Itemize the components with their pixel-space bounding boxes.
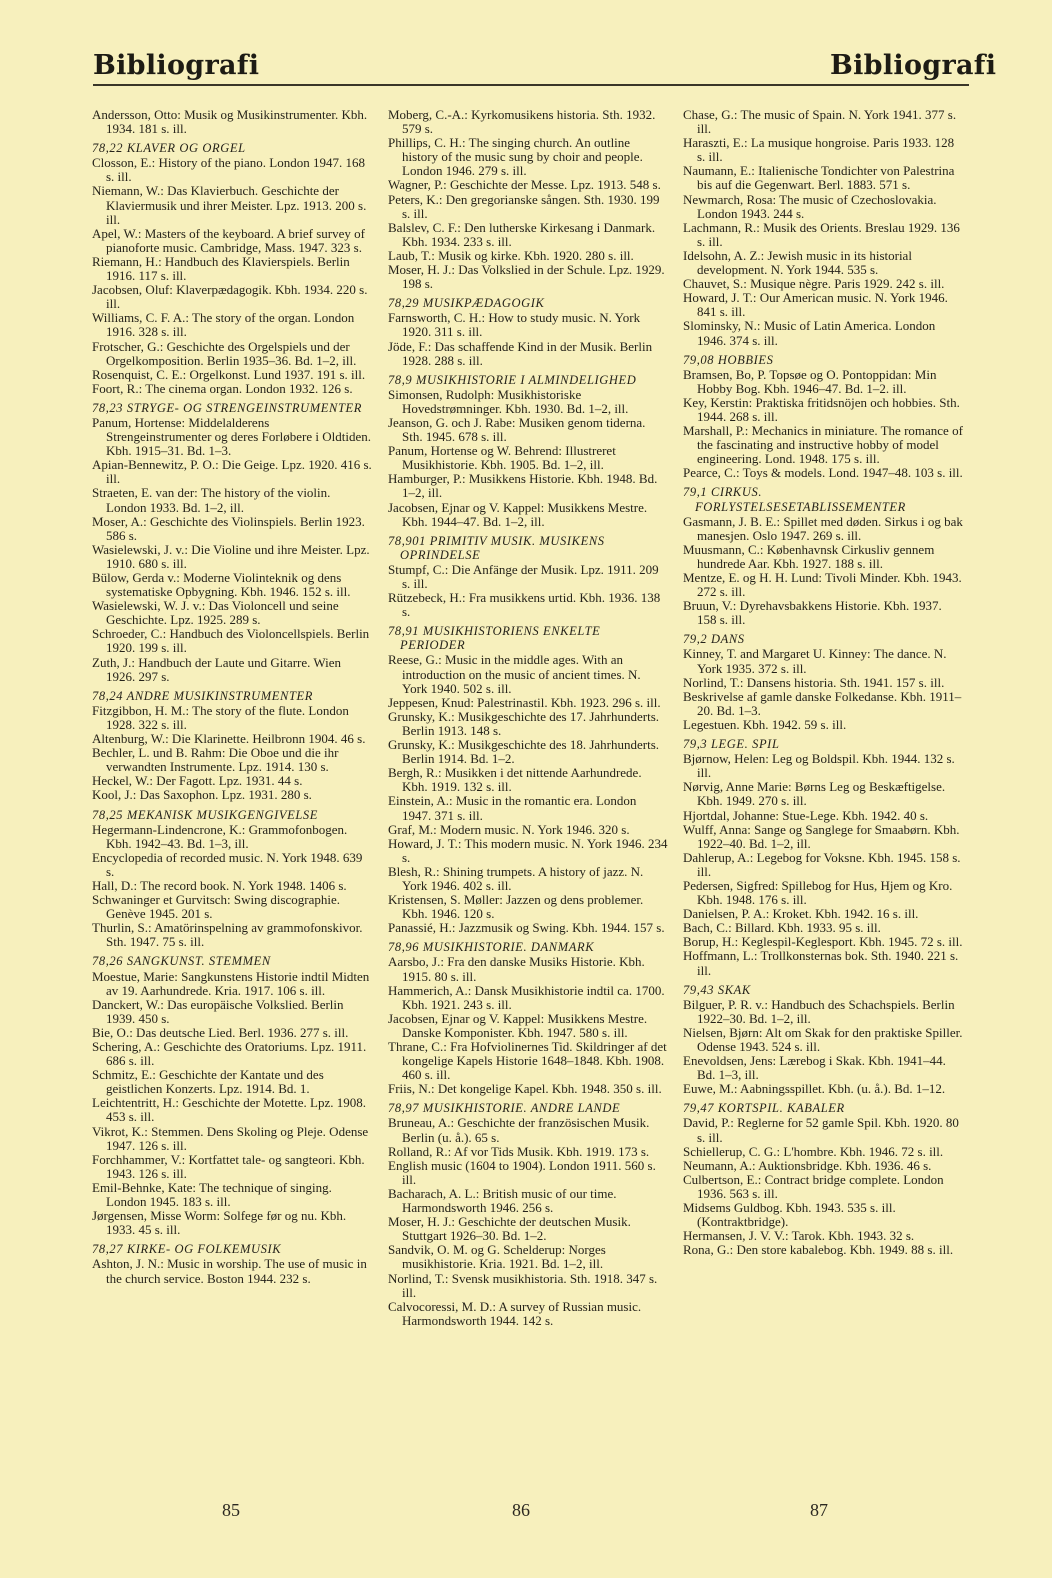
bibliography-entry: Jöde, F.: Das schaffende Kind in der Musik. Berlin 1928. 288 s. ill. (388, 338, 653, 368)
bibliography-entry: Niemann, W.: Das Klavierbuch. Geschichte der Klaviermusik und ihrer Meister. Lpz. 1913. 200 s. ill. (92, 183, 367, 227)
bibliography-entry: Kinney, T. and Margaret U. Kinney: The dance. N. York 1935. 372 s. ill. (683, 646, 947, 676)
bibliography-entry: Bie, O.: Das deutsche Lied. Berl. 1936. 277 s. ill. (92, 1024, 349, 1040)
bibliography-entry: Bülow, Gerda v.: Moderne Violinteknik og dens systematiske Opbygning. Kbh. 1946. 152 s. ill. (92, 570, 351, 600)
bibliography-entry: Enevoldsen, Jens: Lærebog i Skak. Kbh. 1941–44. Bd. 1–3, ill. (683, 1053, 946, 1083)
bibliography-entry: Schmitz, E.: Geschichte der Kantate und des geistlichen Konzerts. Lpz. 1914. Bd. 1. (92, 1067, 324, 1097)
bibliography-entry: Bjørnow, Helen: Leg og Boldspil. Kbh. 1944. 132 s. ill. (683, 751, 955, 781)
section-heading: 78,91 MUSIKHISTORIENS ENKELTE PERIODER (388, 624, 601, 653)
bibliography-entry: Naumann, E.: Italienische Tondichter von Palestrina bis auf die Gegenwart. Berl. 1883. 571 s. (683, 163, 955, 193)
bibliography-entry: Thrane, C.: Fra Hofviolinernes Tid. Skildringer af det kongelige Kapels Historie 1648–1848. Kbh. 1908. 460 s. ill. (388, 1039, 667, 1083)
bibliography-entry: Bramsen, Bo, P. Topsøe og O. Pontoppidan: Min Hobby Bog. Kbh. 1946–47. Bd. 1–2. ill. (683, 366, 937, 396)
bibliography-entry: Wagner, P.: Geschichte der Messe. Lpz. 1913. 548 s. (388, 177, 661, 193)
bibliography-entry: Moser, A.: Geschichte des Violinspiels. Berlin 1923. 586 s. (92, 513, 365, 543)
bibliography-entry: Stumpf, C.: Die Anfänge der Musik. Lpz. 1911. 209 s. ill. (388, 561, 659, 591)
bibliography-entry: Jacobsen, Ejnar og V. Kappel: Musikkens Mestre. Kbh. 1944–47. Bd. 1–2, ill. (388, 499, 648, 529)
bibliography-entry: Simonsen, Rudolph: Musikhistoriske Hovedstrømninger. Kbh. 1930. Bd. 1–2, ill. (388, 386, 629, 416)
bibliography-entry: Calvocoressi, M. D.: A survey of Russian music. Harmondsworth 1944. 142 s. (388, 1298, 642, 1328)
bibliography-entry: Schering, A.: Geschichte des Oratoriums. Lpz. 1911. 686 s. ill. (92, 1039, 367, 1069)
bibliography-entry: Zuth, J.: Handbuch der Laute und Gitarre. Wien 1926. 297 s. (92, 654, 342, 684)
bibliography-entry: Danckert, W.: Das europäische Volkslied. Berlin 1939. 450 s. (92, 996, 344, 1026)
bibliography-entry: Beskrivelse af gamle danske Folkedanse. Kbh. 1911–20. Bd. 1–3. (683, 688, 962, 718)
section-heading: 79,2 DANS (683, 632, 745, 647)
bibliography-entry: Andersson, Otto: Musik og Musikinstrumenter. Kbh. 1934. 181 s. ill. (92, 107, 368, 137)
bibliography-entry: Slominsky, N.: Music of Latin America. London 1946. 374 s. ill. (683, 318, 936, 348)
section-heading: 79,08 HOBBIES (683, 352, 774, 367)
page-header-left: Bibliografi (93, 50, 260, 81)
bibliography-entry: Neumann, A.: Auktionsbridge. Kbh. 1936. 46 s. (683, 1157, 932, 1173)
bibliography-entry: Farnsworth, C. H.: How to study music. N. York 1920. 311 s. ill. (388, 310, 641, 340)
bibliography-entry: Graf, M.: Modern music. N. York 1946. 320 s. (388, 821, 630, 837)
bibliography-entry: Closson, E.: History of the piano. London 1947. 168 s. ill. (92, 155, 365, 185)
bibliography-entry: Aarsbo, J.: Fra den danske Musiks Historie. Kbh. 1915. 80 s. ill. (388, 954, 645, 984)
bibliography-entry: Bruneau, A.: Geschichte der französischen Musik. Berlin (u. å.). 65 s. (388, 1115, 650, 1145)
bibliography-entry: Vikrot, K.: Stemmen. Dens Skoling og Pleje. Odense 1947. 126 s. ill. (92, 1123, 369, 1153)
bibliography-entry: Nørvig, Anne Marie: Børns Leg og Beskæftigelse. Kbh. 1949. 270 s. ill. (683, 779, 946, 809)
bibliography-entry: Rolland, R.: Af vor Tids Musik. Kbh. 1919. 173 s. (388, 1143, 650, 1159)
bibliography-entry: Idelsohn, A. Z.: Jewish music in its historial development. N. York 1944. 535 s. (683, 247, 912, 278)
bibliography-entry: Bilguer, P. R. v.: Handbuch des Schachspiels. Berlin 1922–30. Bd. 1–2, ill. (683, 996, 955, 1026)
bibliography-entry: Phillips, C. H.: The singing church. An outline history of the music sung by choir and people. London 1946. 279 s. ill. (388, 135, 643, 179)
bibliography-entry: Heckel, W.: Der Fagott. Lpz. 1931. 44 s. (92, 773, 303, 789)
bibliography-entry: Ashton, J. N.: Music in worship. The use of music in the church service. Boston 1944. 232 s. (92, 1256, 367, 1286)
bibliography-entry: Balslev, C. F.: Den lutherske Kirkesang i Danmark. Kbh. 1934. 233 s. ill. (388, 219, 656, 249)
section-heading: 79,3 LEGE. SPIL (683, 737, 780, 752)
bibliography-entry: Haraszti, E.: La musique hongroise. Paris 1933. 128 s. ill. (683, 135, 955, 165)
bibliography-entry: Peters, K.: Den gregorianske sången. Sth. 1930. 199 s. ill. (388, 191, 660, 221)
section-heading: 78,26 SANGKUNST. STEMMEN (92, 954, 271, 969)
page-header-right: Bibliografi (830, 50, 997, 81)
section-heading: 79,47 KORTSPIL. KABALER (683, 1101, 845, 1116)
bibliography-entry: Jeppesen, Knud: Palestrinastil. Kbh. 1923. 296 s. ill. (388, 694, 661, 710)
bibliography-entry: Chauvet, S.: Musique nègre. Paris 1929. 242 s. ill. (683, 276, 945, 292)
bibliography-entry: Hegermann-Lindencrone, K.: Grammofonbogen. Kbh. 1942–43. Bd. 1–3, ill. (92, 821, 348, 851)
bibliography-column-3 (683, 108, 963, 1257)
bibliography-entry: Lachmann, R.: Musik des Orients. Breslau 1929. 136 s. ill. (683, 219, 960, 249)
bibliography-entry: Norlind, T.: Dansens historia. Sth. 1941. 157 s. ill. (683, 674, 945, 690)
bibliography-entry: Legestuen. Kbh. 1942. 59 s. ill. (683, 716, 847, 732)
bibliography-entry: Hall, D.: The record book. N. York 1948. 1406 s. (92, 877, 347, 893)
bibliography-entry: Grunsky, K.: Musikgeschichte des 17. Jahrhunderts. Berlin 1913. 148 s. (388, 708, 660, 738)
page-number-right: 87 (810, 1500, 828, 1520)
bibliography-entry: Moser, H. J.: Geschichte der deutschen Musik. Stuttgart 1926–30. Bd. 1–2. (388, 1214, 631, 1244)
bibliography-entry: Thurlin, S.: Amatörinspelning av grammofonskivor. Sth. 1947. 75 s. ill. (92, 920, 363, 950)
section-heading: 78,96 MUSIKHISTORIE. DANMARK (388, 940, 595, 955)
bibliography-entry: Encyclopedia of recorded music. N. York 1948. 639 s. (92, 849, 363, 879)
bibliography-entry: Hoffmann, L.: Trollkonsternas bok. Sth. 1940. 221 s. ill. (683, 948, 959, 978)
bibliography-entry: Wulff, Anna: Sange og Sanglege for Smaabørn. Kbh. 1922–40. Bd. 1–2, ill. (683, 821, 960, 851)
bibliography-entry: Norlind, T.: Svensk musikhistoria. Sth. 1918. 347 s. ill. (388, 1270, 658, 1300)
section-heading: 78,25 MEKANISK MUSIKGENGIVELSE (92, 807, 318, 822)
bibliography-entry: Culbertson, E.: Contract bridge complete. London 1936. 563 s. ill. (683, 1171, 944, 1201)
bibliography-entry: Hjortdal, Johanne: Stue-Lege. Kbh. 1942. 40 s. (683, 807, 929, 823)
bibliography-column-2 (388, 108, 668, 1328)
section-heading: 78,24 ANDRE MUSIKINSTRUMENTER (92, 688, 313, 703)
section-heading: 79,43 SKAK (683, 982, 751, 997)
section-heading: 78,27 KIRKE- OG FOLKEMUSIK (92, 1242, 282, 1257)
bibliography-entry: Key, Kerstin: Praktiska fritidsnöjen och hobbies. Sth. 1944. 268 s. ill. (683, 394, 960, 424)
bibliography-entry: Gasmann, J. B. E.: Spillet med døden. Sirkus i og bak manesjen. Oslo 1947. 269 s. ill. (683, 513, 963, 543)
bibliography-entry: Emil-Behnke, Kate: The technique of singing. London 1945. 183 s. ill. (92, 1179, 332, 1210)
bibliography-entry: Kool, J.: Das Saxophon. Lpz. 1931. 280 s. (92, 787, 312, 803)
section-heading: 78,97 MUSIKHISTORIE. ANDRE LANDE (388, 1101, 621, 1116)
bibliography-entry: Forchhammer, V.: Kortfattet tale- og sangteori. Kbh. 1943. 126 s. ill. (92, 1151, 365, 1181)
bibliography-entry: Nielsen, Bjørn: Alt om Skak for den praktiske Spiller. Odense 1943. 524 s. ill. (683, 1024, 963, 1054)
bibliography-entry: Borup, H.: Keglespil-Keglesport. Kbh. 1945. 72 s. ill. (683, 934, 963, 950)
bibliography-column-1 (92, 108, 372, 1286)
bibliography-entry: Williams, C. F. A.: The story of the organ. London 1916. 328 s. ill. (92, 310, 355, 340)
bibliography-entry: Chase, G.: The music of Spain. N. York 1941. 377 s. ill. (683, 107, 957, 137)
bibliography-entry: Foort, R.: The cinema organ. London 1932. 126 s. (92, 380, 353, 396)
bibliography-entry: Mentze, E. og H. H. Lund: Tivoli Minder. Kbh. 1943. 272 s. ill. (683, 570, 962, 600)
bibliography-entry: Apian-Bennewitz, P. O.: Die Geige. Lpz. 1920. 416 s. ill. (92, 457, 372, 487)
bibliography-entry: Marshall, P.: Mechanics in miniature. The romance of the fascinating and instructive hobby of model engineering. Lond. 1948. 175 s. ill. (683, 423, 963, 467)
bibliography-entry: Straeten, E. van der: The history of the violin. London 1933. Bd. 1–2, ill. (92, 485, 331, 515)
bibliography-entry: Bach, C.: Billard. Kbh. 1933. 95 s. ill. (683, 920, 881, 936)
bibliography-entry: Riemann, H.: Handbuch des Klavierspiels. Berlin 1916. 117 s. ill. (92, 253, 350, 284)
bibliography-entry: Hammerich, A.: Dansk Musikhistorie indtil ca. 1700. Kbh. 1921. 243 s. ill. (388, 982, 665, 1012)
page-number-left: 85 (222, 1500, 240, 1520)
bibliography-entry: Moberg, C.-A.: Kyrkomusikens historia. Sth. 1932. 579 s. (388, 107, 656, 137)
bibliography-entry: Danielsen, P. A.: Kroket. Kbh. 1942. 16 s. ill. (683, 906, 919, 922)
bibliography-entry: Jeanson, G. och J. Rabe: Musiken genom tiderna. Sth. 1945. 678 s. ill. (388, 414, 646, 445)
bibliography-entry: Wasielewski, W. J. v.: Das Violoncell und seine Geschichte. Lpz. 1925. 289 s. (92, 598, 339, 628)
section-heading: 78,29 MUSIKPÆDAGOGIK (388, 296, 545, 311)
bibliography-entry: Bruun, V.: Dyrehavsbakkens Historie. Kbh. 1937. 158 s. ill. (683, 598, 942, 628)
section-heading: 78,901 PRIMITIV MUSIK. MUSIKENS OPRINDELSE (388, 533, 605, 562)
bibliography-entry: Sandvik, O. M. og G. Schelderup: Norges musikhistorie. Kria. 1921. Bd. 1–2, ill. (388, 1242, 606, 1272)
bibliography-entry: Muusmann, C.: Københavnsk Cirkusliv gennem hundrede Aar. Kbh. 1927. 188 s. ill. (683, 541, 935, 571)
bibliography-entry: Moser, H. J.: Das Volkslied in der Schule. Lpz. 1929. 198 s. (388, 262, 665, 292)
section-heading: 78,22 KLAVER OG ORGEL (92, 141, 246, 156)
bibliography-entry: Jacobsen, Oluf: Klaverpædagogik. Kbh. 1934. 220 s. ill. (92, 282, 368, 312)
bibliography-entry: Schroeder, C.: Handbuch des Violoncellspiels. Berlin 1920. 199 s. ill. (92, 626, 370, 656)
bibliography-entry: Bacharach, A. L.: British music of our time. Harmondsworth 1946. 256 s. (388, 1185, 617, 1216)
bibliography-entry: Dahlerup, A.: Legebog for Voksne. Kbh. 1945. 158 s. ill. (683, 849, 961, 879)
bibliography-entry: Bergh, R.: Musikken i det nittende Aarhundrede. Kbh. 1919. 132 s. ill. (388, 765, 642, 795)
page-number-middle: 86 (512, 1500, 530, 1520)
bibliography-entry: English music (1604 to 1904). London 1911. 560 s. ill. (388, 1157, 656, 1187)
bibliography-entry: Jørgensen, Misse Worm: Solfege før og nu. Kbh. 1933. 45 s. ill. (92, 1208, 347, 1238)
bibliography-entry: Panum, Hortense og W. Behrend: Illustreret Musikhistorie. Kbh. 1905. Bd. 1–2, ill. (388, 443, 616, 473)
bibliography-entry: Fitzgibbon, H. M.: The story of the flute. London 1928. 322 s. ill. (92, 702, 349, 732)
bibliography-entry: Blesh, R.: Shining trumpets. A history of jazz. N. York 1946. 402 s. ill. (388, 863, 644, 893)
bibliography-entry: Hermansen, J. V. V.: Tarok. Kbh. 1943. 32 s. (683, 1228, 915, 1244)
bibliography-entry: Schwaninger et Gurvitsch: Swing discographie. Genève 1945. 201 s. (92, 892, 341, 922)
bibliography-entry: Pearce, C.: Toys & models. Lond. 1947–48. 103 s. ill. (683, 465, 963, 481)
bibliography-entry: Euwe, M.: Aabningsspillet. Kbh. (u. å.). Bd. 1–12. (683, 1081, 946, 1097)
section-heading: 79,1 CIRKUS. FORLYSTELSESETABLISSEMENTER (683, 485, 906, 514)
bibliography-entry: Rona, G.: Den store kabalebog. Kbh. 1949. 88 s. ill. (683, 1242, 954, 1258)
header-divider (93, 84, 969, 86)
bibliography-entry: Friis, N.: Det kongelige Kapel. Kbh. 1948. 350 s. ill. (388, 1081, 662, 1097)
bibliography-entry: Newmarch, Rosa: The music of Czechoslovakia. London 1943. 244 s. (683, 191, 937, 221)
bibliography-entry: Panum, Hortense: Middelalderens Strengeinstrumenter og deres Forløbere i Oldtiden. Kbh. 1915–31. Bd. 1–3. (92, 414, 371, 459)
bibliography-entry: Midsems Guldbog. Kbh. 1943. 535 s. ill. (Kontraktbridge). (683, 1200, 896, 1230)
bibliography-entry: Panassié, H.: Jazzmusik og Swing. Kbh. 1944. 157 s. (388, 920, 665, 936)
bibliography-entry: Altenburg, W.: Die Klarinette. Heilbronn 1904. 46 s. (92, 731, 366, 747)
bibliography-entry: Wasielewski, J. v.: Die Violine und ihre Meister. Lpz. 1910. 680 s. ill. (92, 541, 370, 571)
bibliography-entry: Frotscher, G.: Geschichte des Orgelspiels und der Orgelkomposition. Berlin 1935–36. Bd. 1–2, ill. (92, 338, 357, 368)
bibliography-entry: Leichtentritt, H.: Geschichte der Motette. Lpz. 1908. 453 s. ill. (92, 1095, 366, 1125)
bibliography-entry: Rützebeck, H.: Fra musikkens urtid. Kbh. 1936. 138 s. (388, 590, 661, 620)
bibliography-entry: Pedersen, Sigfred: Spillebog for Hus, Hjem og Kro. Kbh. 1948. 176 s. ill. (683, 877, 953, 908)
bibliography-entry: Schiellerup, C. G.: L'hombre. Kbh. 1946. 72 s. ill. (683, 1143, 944, 1159)
bibliography-entry: Howard, J. T.: This modern music. N. York 1946. 234 s. (388, 835, 668, 865)
bibliography-entry: Bechler, L. und B. Rahm: Die Oboe und die ihr verwandten Instrumente. Lpz. 1914. 130 s. (92, 745, 339, 775)
bibliography-entry: Apel, W.: Masters of the keyboard. A brief survey of pianoforte music. Cambridge, Mass. 1947. 323 s. (92, 225, 365, 255)
bibliography-entry: Rosenquist, C. E.: Orgelkonst. Lund 1937. 191 s. ill. (92, 366, 366, 382)
bibliography-entry: Einstein, A.: Music in the romantic era. London 1947. 371 s. ill. (388, 793, 637, 823)
bibliography-entry: Hamburger, P.: Musikkens Historie. Kbh. 1948. Bd. 1–2, ill. (388, 471, 658, 501)
bibliography-entry: David, P.: Reglerne for 52 gamle Spil. Kbh. 1920. 80 s. ill. (683, 1115, 959, 1145)
bibliography-entry: Reese, G.: Music in the middle ages. With an introduction on the music of ancient times. N. York 1940. 502 s. ill. (388, 652, 641, 696)
bibliography-entry: Kristensen, S. Møller: Jazzen og dens problemer. Kbh. 1946. 120 s. (388, 892, 644, 922)
bibliography-entry: Grunsky, K.: Musikgeschichte des 18. Jahrhunderts. Berlin 1914. Bd. 1–2. (388, 737, 660, 767)
bibliography-entry: Moestue, Marie: Sangkunstens Historie indtil Midten av 19. Aarhundrede. Kria. 1917. 106 s. ill. (92, 968, 370, 998)
bibliography-entry: Laub, T.: Musik og kirke. Kbh. 1920. 280 s. ill. (388, 247, 634, 263)
bibliography-entry: Howard, J. T.: Our American music. N. York 1946. 841 s. ill. (683, 290, 948, 320)
section-heading: 78,23 STRYGE- OG STRENGEINSTRUMENTER (92, 400, 362, 415)
section-heading: 78,9 MUSIKHISTORIE I ALMINDELIGHED (388, 372, 637, 387)
bibliography-entry: Jacobsen, Ejnar og V. Kappel: Musikkens Mestre. Danske Komponister. Kbh. 1947. 580 s. ill. (388, 1010, 648, 1040)
